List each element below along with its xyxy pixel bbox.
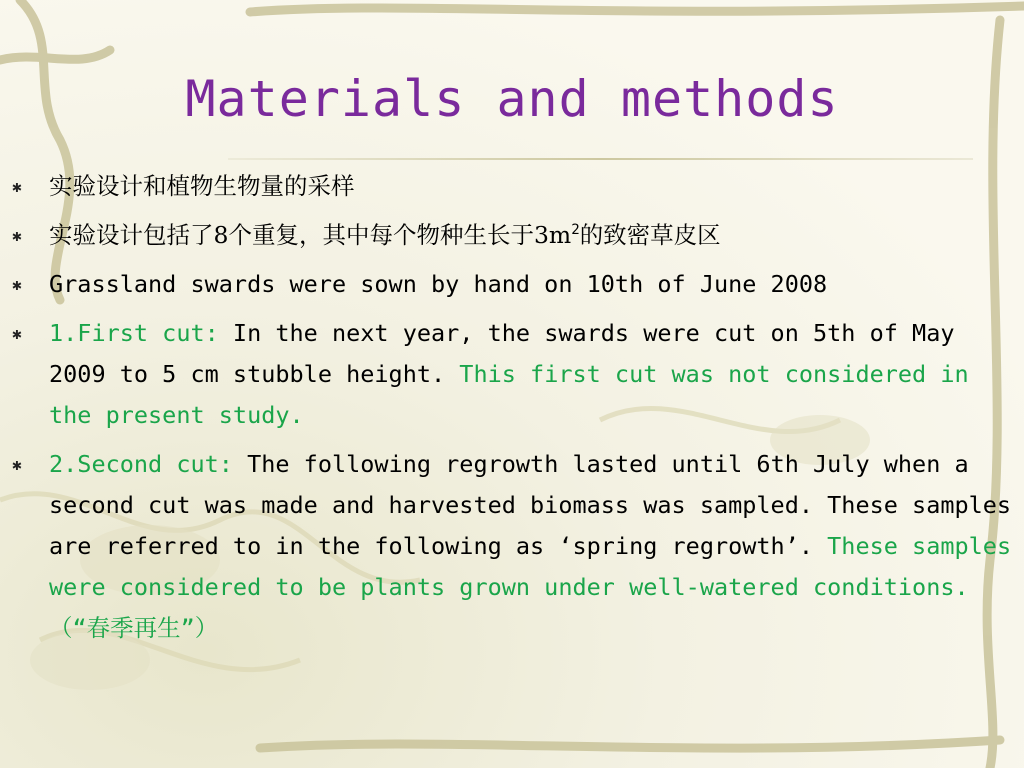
- list-item: [12, 215, 1012, 256]
- asterisk-bullet-icon: ✱: [12, 275, 22, 294]
- bullet-text: Grassland swards were sown by hand on 10th of June 2008: [49, 270, 828, 298]
- bullet-body: In the next year, the swards were cut on 5th of May 2009 to 5 cm stubble height.: [49, 319, 955, 388]
- bullet-text: 实验设计和植物生物量的采样: [49, 172, 355, 200]
- asterisk-bullet-icon: ✱: [12, 455, 22, 474]
- page-title: Materials and methods: [185, 70, 839, 128]
- bullet-text: 实验设计包括了8个重复，其中每个物种生长于3m: [49, 221, 572, 249]
- bullet-label: 1.First cut:: [49, 319, 219, 347]
- bullet-list: [12, 166, 1012, 657]
- list-item: [12, 264, 1012, 305]
- asterisk-bullet-icon: ✱: [12, 177, 22, 196]
- asterisk-bullet-icon: ✱: [12, 226, 22, 245]
- title-divider: [228, 158, 973, 160]
- bullet-note: This first cut was not considered in the present study.: [49, 360, 969, 429]
- bullet-note: These samples were considered to be plants grown under well-watered conditions.（“春季再生”）: [49, 532, 1012, 642]
- bullet-body: The following regrowth lasted until 6th July when a second cut was made and harvested biomass was sampled. These samples are referred to in the following as ‘spring regrowth’.: [49, 450, 1012, 560]
- list-item: [12, 444, 1012, 649]
- bullet-text-end: 的致密草皮区: [579, 221, 721, 249]
- superscript: 2: [571, 222, 580, 239]
- list-item: [12, 166, 1012, 207]
- bullet-label: 2.Second cut:: [49, 450, 233, 478]
- list-item: [12, 313, 1012, 436]
- asterisk-bullet-icon: ✱: [12, 324, 22, 343]
